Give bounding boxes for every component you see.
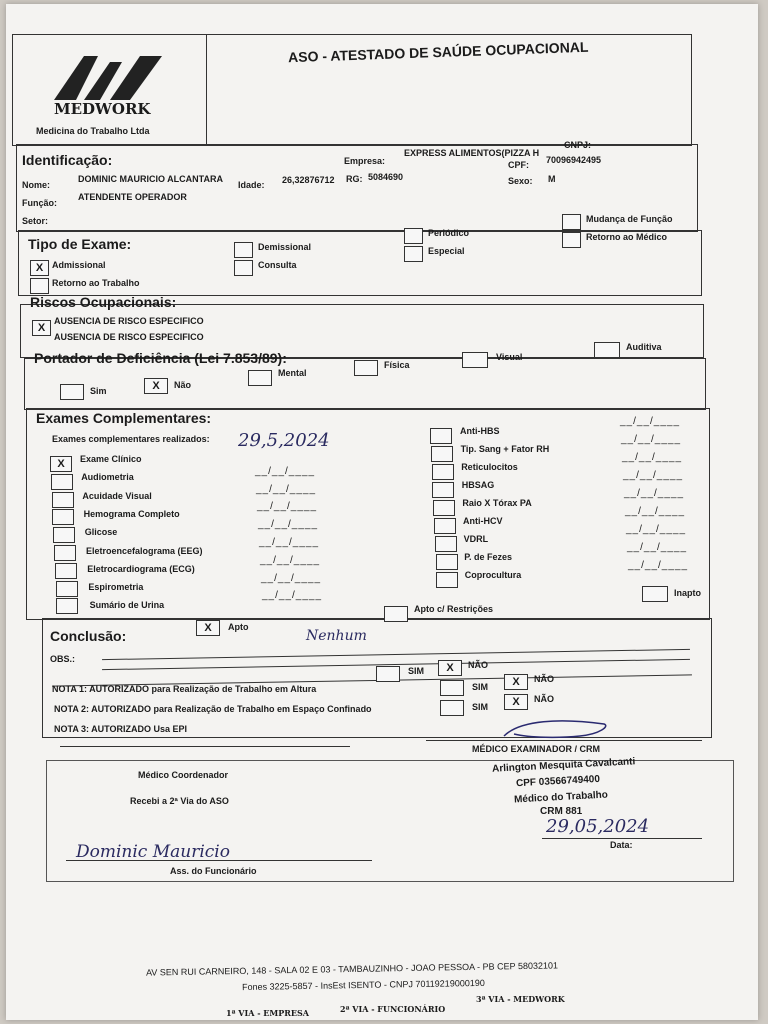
exam-right-checkbox[interactable]	[431, 446, 453, 462]
stamp-cpf: CPF 03566749400	[515, 773, 601, 790]
visual-checkbox[interactable]	[462, 352, 488, 368]
tipo-exame-heading: Tipo de Exame:	[28, 236, 132, 252]
nota1-nao-label: NÃO	[468, 660, 488, 670]
exam-left-label: Hemograma Completo	[83, 508, 180, 519]
mental-label: Mental	[278, 368, 307, 378]
exam-left-checkbox[interactable]	[51, 474, 73, 490]
exam-right-date-blank: __/__/____	[622, 452, 683, 463]
rg-label: RG:	[346, 174, 363, 184]
exam-right-date-blank: __/__/____	[628, 560, 689, 571]
company-subtitle: Medicina do Trabalho Ltda	[36, 126, 150, 136]
exam-right-date-blank: __/__/____	[621, 434, 682, 445]
deficiencia-nao-label: Não	[174, 380, 192, 390]
exam-left-checkbox[interactable]	[52, 492, 74, 508]
auditiva-checkbox[interactable]	[594, 342, 620, 358]
deficiencia-heading: Portador de Deficiência (Lei 7.853/89):	[34, 350, 287, 366]
exam-left-date-blank: __/__/____	[257, 501, 318, 513]
exam-left-checkbox[interactable]	[55, 563, 77, 579]
exam-right-checkbox[interactable]	[436, 554, 458, 570]
especial-checkbox[interactable]	[404, 246, 423, 262]
apto-restricoes-label: Apto c/ Restrições	[414, 604, 494, 614]
exam-left-label: Acuidade Visual	[82, 490, 152, 501]
exam-right-date-blank: __/__/____	[627, 542, 688, 553]
exam-right-checkbox[interactable]	[436, 572, 458, 588]
exam-left-date-blank: __/__/____	[258, 519, 319, 531]
stamp-role: Médico do Trabalho	[513, 789, 609, 806]
footer-address: AV SEN RUI CARNEIRO, 148 - SALA 02 E 03 - TAMBAUZINHO - JOAO PESSOA - PB CEP 58032101	[145, 960, 559, 978]
setor-label: Setor:	[22, 216, 49, 226]
exam-right-date-blank: __/__/____	[620, 416, 681, 427]
exam-left-checkbox[interactable]	[56, 598, 78, 614]
exam-right-checkbox[interactable]	[432, 464, 454, 480]
stamp-name: Arlington Mesquita Cavalcanti	[491, 756, 636, 775]
apto-label: Apto	[228, 622, 249, 632]
nota2-sim-checkbox[interactable]	[440, 680, 464, 696]
exam-left-label: Glicose	[84, 527, 118, 538]
footer-phones: Fones 3225-5857 - InsEst ISENTO - CNPJ 70119219000190	[241, 977, 485, 993]
exam-left-date-blank: __/__/____	[259, 537, 320, 548]
exam-left-date-blank: __/__/____	[262, 590, 323, 602]
inapto-checkbox[interactable]	[642, 586, 668, 602]
exam-left-label: Sumário de Urina	[89, 600, 165, 611]
exam-right-checkbox[interactable]	[432, 482, 454, 498]
nota-3: NOTA 3: AUTORIZADO Usa EPI	[54, 724, 188, 734]
exam-left-label: Eletroencefalograma (EEG)	[86, 545, 203, 556]
medico-coordenador-label: Médico Coordenador	[138, 770, 229, 780]
nota1-nao-checkbox[interactable]: X	[438, 660, 462, 676]
nota3-sim-checkbox[interactable]	[440, 700, 464, 716]
exam-right-label: Anti-HBS	[460, 426, 500, 436]
empresa-label: Empresa:	[344, 156, 386, 166]
exam-right-date-blank: __/__/____	[623, 470, 684, 481]
apto-restricoes-checkbox[interactable]	[384, 606, 408, 622]
nome-value: DOMINIC MAURICIO ALCANTARA	[78, 174, 223, 184]
exam-left-label: Audiometria	[81, 472, 134, 483]
page-title: ASO - ATESTADO DE SAÚDE OCUPACIONAL	[287, 38, 589, 66]
exam-right-label: P. de Fezes	[464, 552, 513, 562]
retorno-trabalho-checkbox[interactable]	[30, 278, 49, 294]
exames-heading: Exames Complementares:	[36, 410, 212, 426]
retorno-medico-checkbox[interactable]	[562, 232, 581, 248]
exam-left-checkbox[interactable]	[56, 581, 78, 597]
mudanca-funcao-checkbox[interactable]	[562, 214, 581, 230]
periodico-checkbox[interactable]	[404, 228, 423, 244]
signed-date: 29,05,2024	[546, 816, 650, 837]
idade-label: Idade:	[238, 180, 265, 190]
nota2-nao-label: NÃO	[534, 674, 554, 684]
nota2-sim-label: SIM	[472, 682, 489, 692]
exam-right-checkbox[interactable]	[435, 536, 457, 552]
exam-left-checkbox[interactable]	[54, 545, 76, 561]
exam-right-label: Coprocultura	[464, 570, 522, 580]
empresa-value: EXPRESS ALIMENTOS(PIZZA H	[404, 148, 540, 158]
visual-label: Visual	[496, 352, 523, 362]
auditiva-label: Auditiva	[626, 342, 662, 352]
exam-right-date-blank: __/__/____	[626, 524, 687, 535]
logo-text: MEDWORK	[54, 100, 151, 118]
nota-1: NOTA 1: AUTORIZADO para Realização de Trabalho em Altura	[52, 684, 317, 694]
exam-left-label: Eletrocardiograma (ECG)	[87, 563, 195, 574]
inapto-label: Inapto	[674, 588, 701, 598]
medwork-logo-icon	[54, 54, 164, 102]
exam-left-date-blank: __/__/____	[255, 465, 316, 477]
fisica-checkbox[interactable]	[354, 360, 378, 376]
footer-via-3: 3ª VIA - MEDWORK	[476, 994, 565, 1004]
medico-examinador-label: MÉDICO EXAMINADOR / CRM	[472, 744, 600, 754]
exam-right-label: HBSAG	[461, 480, 495, 490]
riscos-heading: Riscos Ocupacionais:	[30, 294, 177, 310]
exam-left-checkbox[interactable]	[52, 509, 74, 525]
risco-line-2: AUSENCIA DE RISCO ESPECIFICO	[54, 332, 204, 342]
exam-right-checkbox[interactable]	[430, 428, 452, 444]
exam-right-date-blank: __/__/____	[625, 506, 686, 517]
cnpj-label: CNPJ:	[564, 140, 592, 150]
exam-left-checkbox[interactable]: X	[50, 456, 72, 472]
conclusao-heading: Conclusão:	[50, 628, 127, 644]
admissional-checkbox[interactable]: X	[30, 260, 49, 276]
demissional-checkbox[interactable]	[234, 242, 253, 258]
recebi-label: Recebi a 2ª Via do ASO	[130, 796, 229, 806]
funcao-label: Função:	[22, 198, 57, 208]
deficiencia-sim-checkbox[interactable]	[60, 384, 84, 400]
stamp-crm: CRM 881	[540, 806, 583, 817]
exam-right-checkbox[interactable]	[434, 518, 456, 534]
exames-handwritten-date: 29,5,2024	[238, 430, 330, 451]
exam-right-date-blank: __/__/____	[624, 488, 685, 499]
exam-left-date-blank: __/__/____	[261, 572, 322, 584]
sexo-value: M	[548, 174, 556, 184]
nota3-nao-label: NÃO	[534, 694, 554, 704]
risco-checkbox[interactable]: X	[32, 320, 51, 336]
retorno-trabalho-label: Retorno ao Trabalho	[52, 278, 140, 288]
nota1-sim-label: SIM	[408, 666, 425, 676]
footer-via-2: 2ª VIA - FUNCIONÁRIO	[340, 1004, 446, 1014]
exam-left-checkbox[interactable]	[53, 527, 75, 543]
demissional-label: Demissional	[258, 242, 312, 252]
cpf-label: CPF:	[508, 160, 529, 170]
cpf-value: 70096942495	[546, 155, 602, 165]
obs-label: OBS.:	[50, 654, 76, 664]
fisica-label: Física	[384, 360, 410, 370]
exam-right-label: VDRL	[463, 534, 489, 544]
nota3-sim-label: SIM	[472, 702, 489, 712]
nota3-nao-checkbox[interactable]: X	[504, 694, 528, 710]
consulta-checkbox[interactable]	[234, 260, 253, 276]
admissional-label: Admissional	[52, 260, 106, 270]
nota1-sim-checkbox[interactable]	[376, 666, 400, 682]
exam-left-label: Exame Clínico	[80, 454, 142, 464]
nota-2: NOTA 2: AUTORIZADO para Realização de Trabalho em Espaço Confinado	[54, 704, 372, 714]
exam-right-label: Anti-HCV	[463, 516, 503, 526]
identificacao-heading: Identificação:	[22, 152, 113, 168]
exam-right-label: Tip. Sang + Fator RH	[460, 444, 550, 454]
footer-via-1: 1ª VIA - EMPRESA	[226, 1008, 309, 1018]
exam-left-date-blank: __/__/____	[260, 554, 321, 566]
exam-left-label: Espirometria	[88, 582, 144, 593]
obs-handwritten: Nenhum	[306, 628, 367, 644]
sexo-label: Sexo:	[508, 176, 533, 186]
risco-line-1: AUSENCIA DE RISCO ESPECIFICO	[54, 316, 204, 326]
exam-right-checkbox[interactable]	[433, 500, 455, 516]
deficiencia-sim-label: Sim	[90, 386, 107, 396]
employee-signature: Dominic Mauricio	[76, 842, 230, 862]
aso-document	[6, 4, 758, 1020]
nota2-nao-checkbox[interactable]: X	[504, 674, 528, 690]
especial-label: Especial	[428, 246, 465, 256]
data-label: Data:	[610, 840, 633, 850]
doctor-signature-icon	[500, 716, 612, 746]
exam-left-date-blank: __/__/____	[256, 483, 317, 495]
consulta-label: Consulta	[258, 260, 297, 270]
idade-value: 26,32876712	[282, 175, 335, 185]
nome-label: Nome:	[22, 180, 51, 190]
exames-realizados-label: Exames complementares realizados:	[52, 434, 210, 444]
deficiencia-nao-checkbox[interactable]: X	[144, 378, 168, 394]
rg-value: 5084690	[368, 172, 404, 182]
retorno-medico-label: Retorno ao Médico	[586, 232, 668, 242]
mudanca-funcao-label: Mudança de Função	[586, 214, 673, 224]
funcao-value: ATENDENTE OPERADOR	[78, 192, 187, 202]
exam-right-label: Raio X Tórax PA	[462, 498, 532, 508]
mental-checkbox[interactable]	[248, 370, 272, 386]
ass-funcionario-label: Ass. do Funcionário	[170, 866, 257, 876]
apto-checkbox[interactable]: X	[196, 620, 220, 636]
periodico-label: Periódico	[428, 228, 470, 238]
exam-right-label: Reticulocitos	[461, 462, 518, 472]
